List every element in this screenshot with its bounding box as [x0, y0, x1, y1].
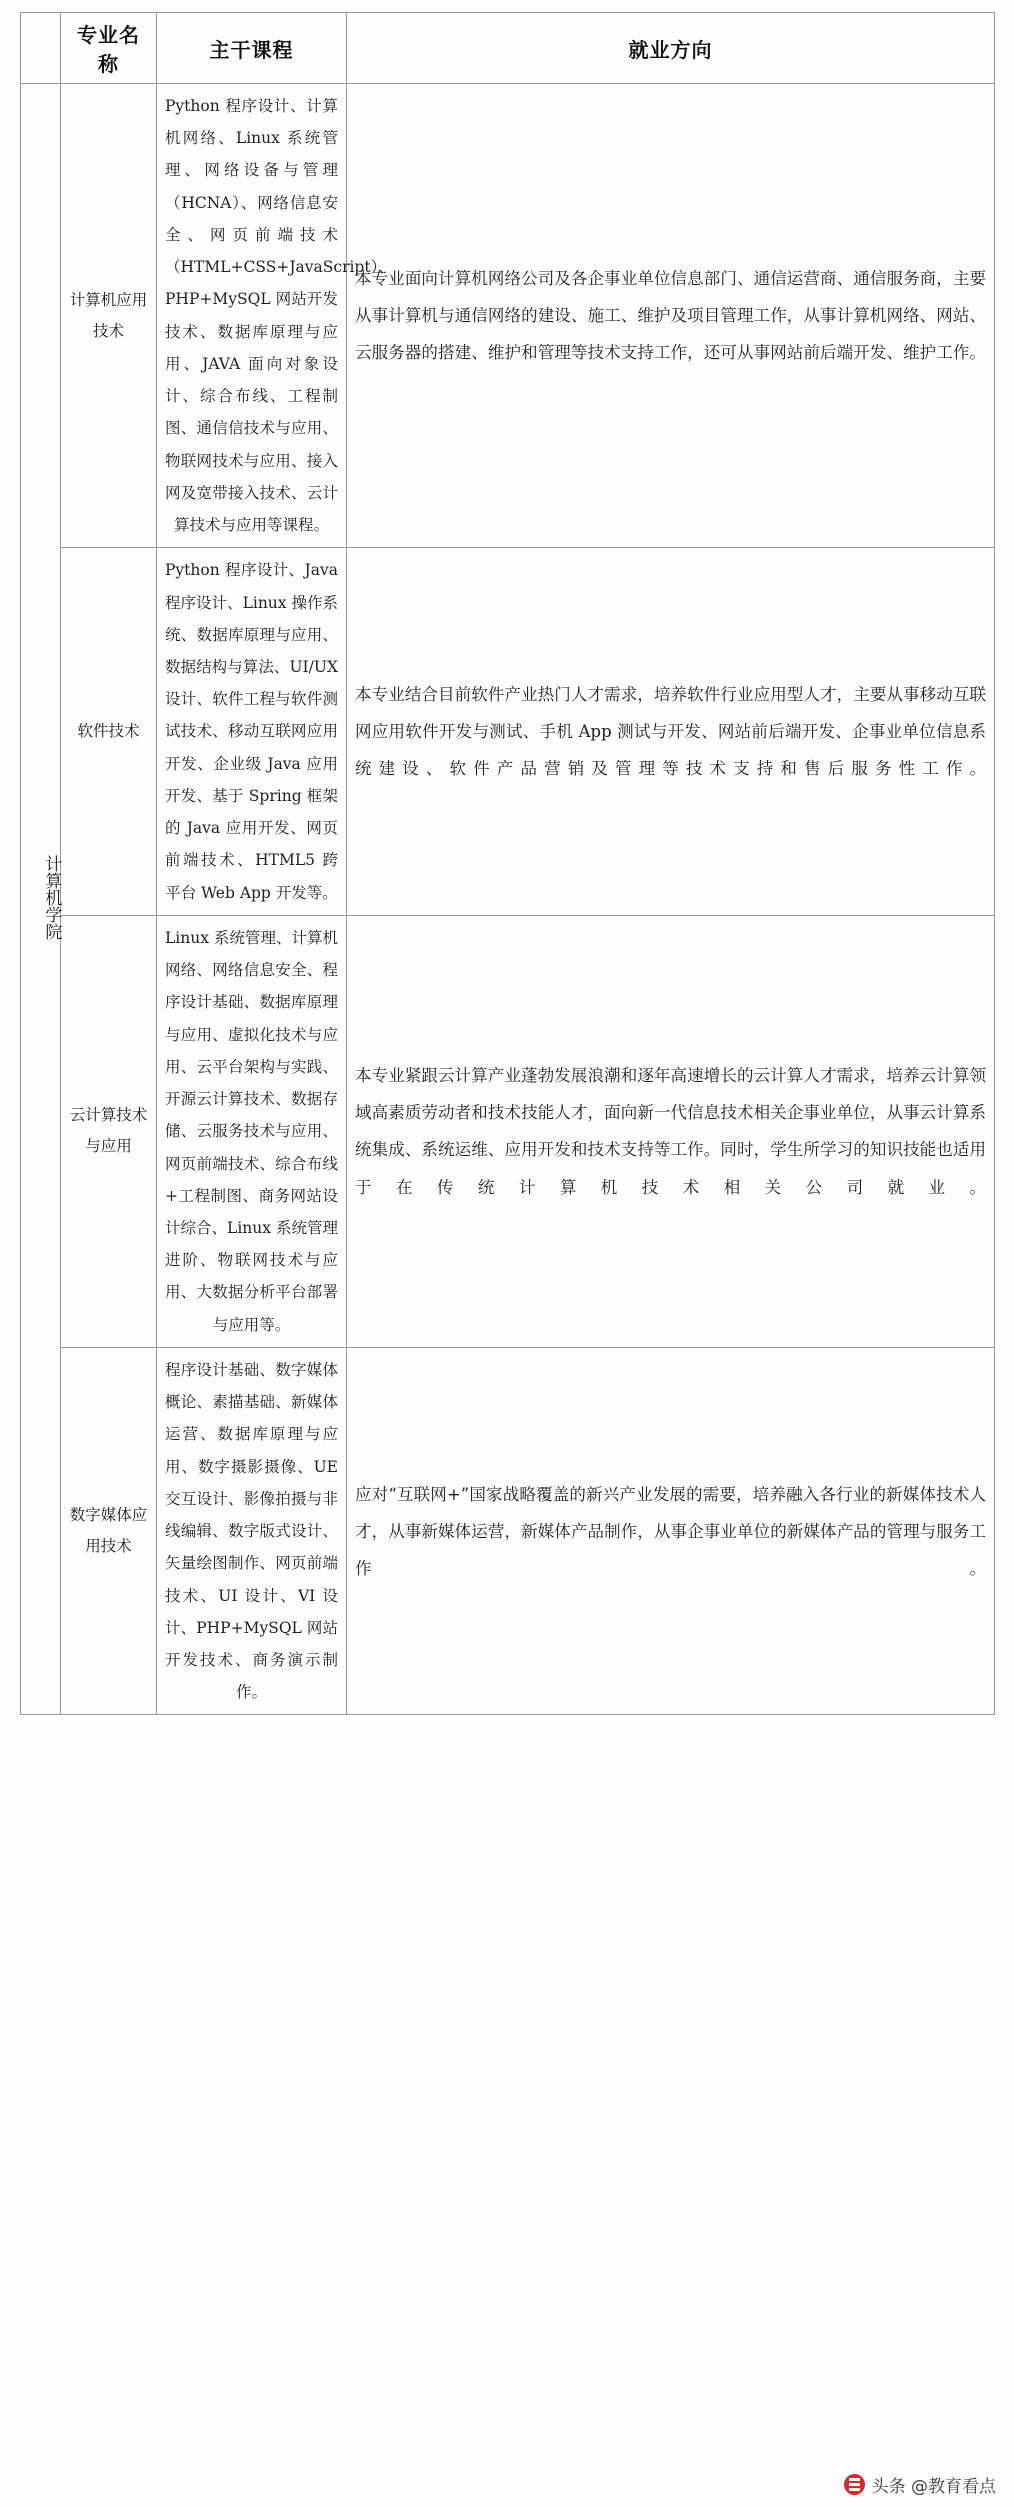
- table-row: [21, 915, 995, 1347]
- core-courses-cell: Linux 系统管理、计算机网络、网络信息安全、程序设计基础、数据库原理与应用、虚拟化技术与应用、云平台架构与实践、开源云计算技术、数据存储、云服务技术与应用、网页前端技术、综合布线+工程制图、商务网站设计综合、Linux 系统管理进阶、物联网技术与应用、大数据分析平台部署与应用等。: [157, 915, 347, 1347]
- table-row: [21, 1347, 995, 1715]
- core-courses-cell: 程序设计基础、数字媒体概论、素描基础、新媒体运营、数据库原理与应用、数字摄影摄像、UE 交互设计、影像拍摄与非线编辑、数字版式设计、矢量绘图制作、网页前端技术、UI 设计、VI 设计、PHP+MySQL 网站开发技术、商务演示制作。: [157, 1347, 347, 1715]
- major-name-cell: 云计算技术与应用: [61, 915, 157, 1347]
- core-courses-cell: Python 程序设计、计算机网络、Linux 系统管理、网络设备与管理（HCNA）、网络信息安全、网页前端技术（HTML+CSS+JavaScript）、PHP+MySQL 网站开发技术、数据库原理与应用、JAVA 面向对象设计、综合布线、工程制图、通信信技术与应用、物联网技术与应用、接入网及宽带接入技术、云计算技术与应用等课程。: [157, 84, 347, 548]
- header-major-name: 专业名称: [61, 13, 157, 84]
- major-name-cell: 计算机应用技术: [61, 84, 157, 548]
- table-row: [21, 548, 995, 916]
- watermark: [844, 2472, 996, 2497]
- majors-table: [20, 12, 995, 1715]
- header-corner-blank: [21, 13, 61, 84]
- employment-cell: 本专业面向计算机网络公司及各企事业单位信息部门、通信运营商、通信服务商，主要从事计算机与通信网络的建设、施工、维护及项目管理工作，从事计算机网络、网站、云服务器的搭建、维护和管理等技术支持工作，还可从事网站前后端开发、维护工作。: [347, 84, 995, 548]
- employment-cell: 本专业结合目前软件产业热门人才需求，培养软件行业应用型人才，主要从事移动互联网应用软件开发与测试、手机 App 测试与开发、网站前后端开发、企事业单位信息系统建设、软件产品营销及管理等技术支持和售后服务性工作。: [347, 548, 995, 916]
- major-name-cell: 软件技术: [61, 548, 157, 916]
- college-name-cell: [21, 84, 61, 1715]
- header-employment: 就业方向: [347, 13, 995, 84]
- table-header-row: [21, 13, 995, 84]
- toutiao-logo-icon: [844, 2474, 865, 2495]
- major-name-cell: 数字媒体应用技术: [61, 1347, 157, 1715]
- college-name-vertical-text: 计算机学院: [41, 854, 62, 940]
- table-row: [21, 84, 995, 548]
- employment-cell: 应对“互联网+”国家战略覆盖的新兴产业发展的需要，培养融入各行业的新媒体技术人才，从事新媒体运营，新媒体产品制作，从事企事业单位的新媒体产品的管理与服务工作。: [347, 1347, 995, 1715]
- core-courses-cell: Python 程序设计、Java 程序设计、Linux 操作系统、数据库原理与应用、数据结构与算法、UI/UX 设计、软件工程与软件测试技术、移动互联网应用开发、企业级 Java 应用开发、基于 Spring 框架的 Java 应用开发、网页前端技术、HTML5 跨平台 Web App 开发等。: [157, 548, 347, 916]
- watermark-text: 头条 @教育看点: [871, 2477, 996, 2497]
- employment-cell: 本专业紧跟云计算产业蓬勃发展浪潮和逐年高速增长的云计算人才需求，培养云计算领域高素质劳动者和技术技能人才，面向新一代信息技术相关企事业单位，从事云计算系统集成、系统运维、应用开发和技术支持等工作。同时，学生所学习的知识技能也适用于在传统计算机技术相关公司就业。: [347, 915, 995, 1347]
- header-core-courses: 主干课程: [157, 13, 347, 84]
